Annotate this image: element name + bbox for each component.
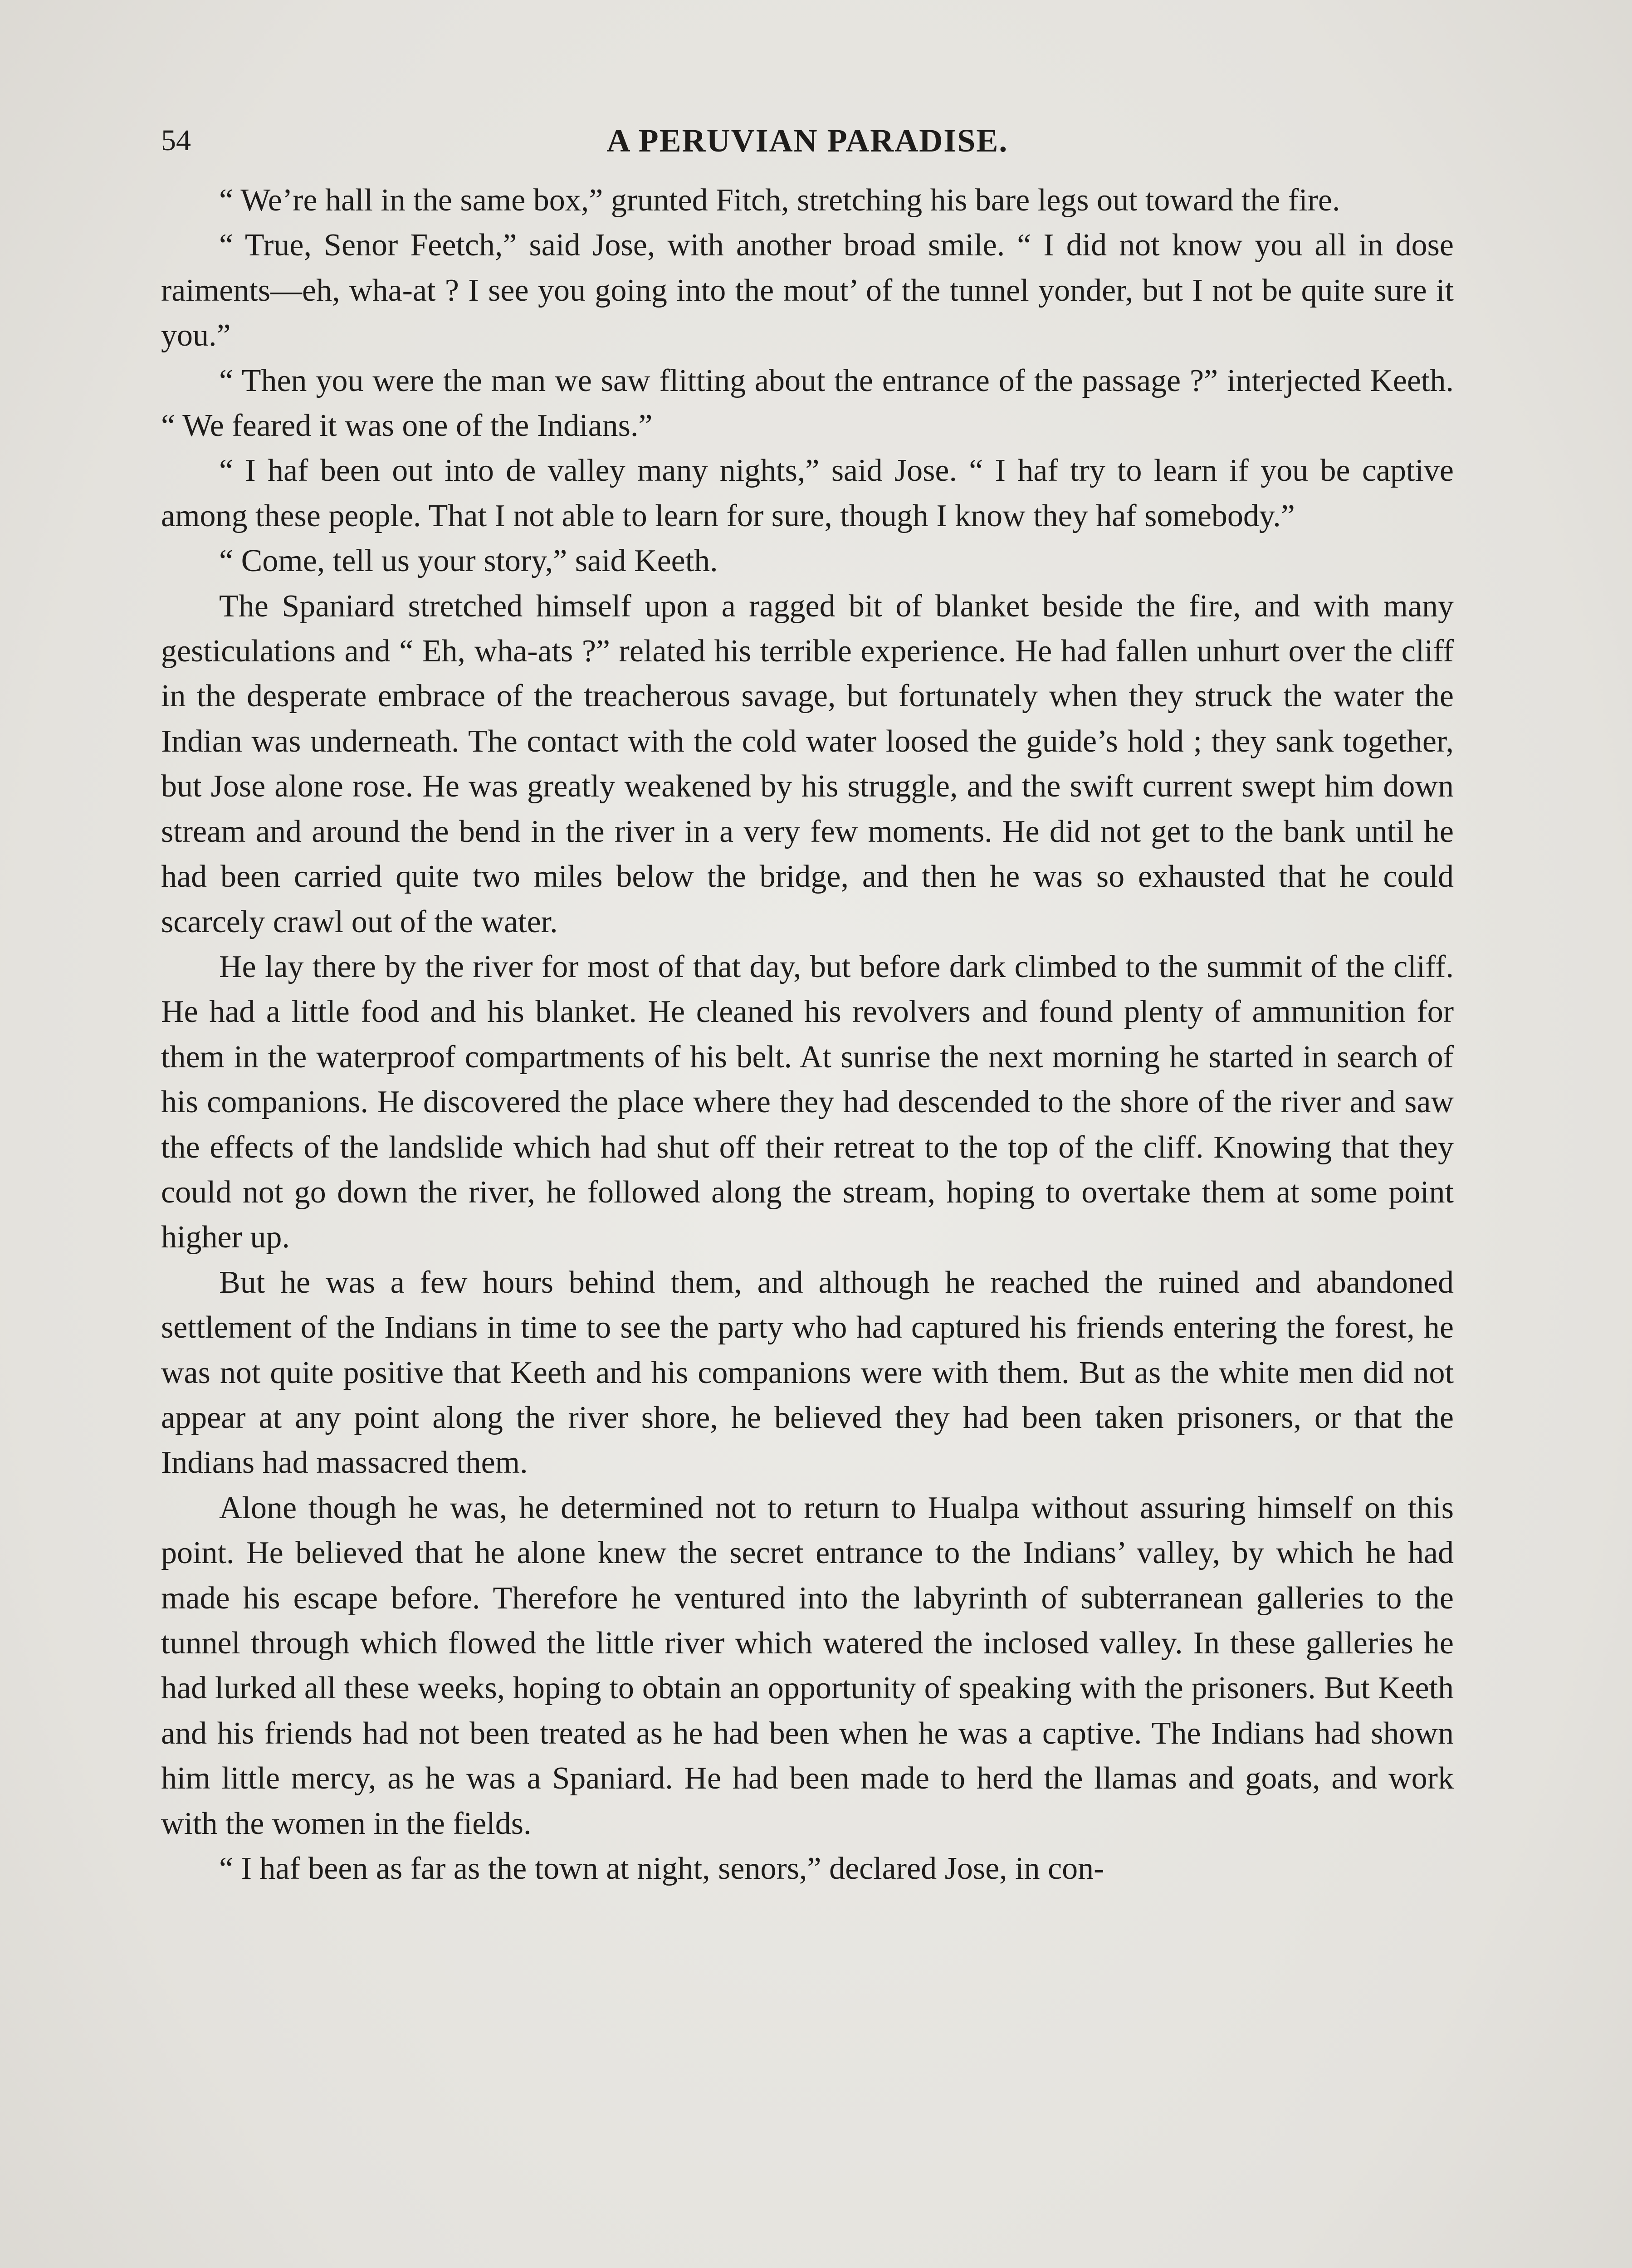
- paragraph: “ True, Senor Feetch,” said Jose, with another broad smile. “ I did not know you all in dose raiments—eh, wha-at ? I see you going into the mout’ of the tunnel yonder, but I not be quite sure it you.”: [161, 228, 1454, 353]
- paragraph: “ We’re hall in the same box,” grunted Fitch, stretching his bare legs out toward the fire.: [219, 183, 1340, 218]
- paragraph: “ I haf been as far as the town at night, senors,” declared Jose, in con-: [219, 1851, 1104, 1887]
- paragraph: The Spaniard stretched himself upon a ragged bit of blanket beside the fire, and with many gesticulations and “ Eh, wha-ats ?” related his terrible experience. He had fallen unhurt over the cliff in the desperate embrace of the treacherous savage, but fortunately when they struck the water the Indian was underneath. The contact with the cold water loosed the guide’s hold ; they sank together, but Jose alone rose. He was greatly weakened by his struggle, and the swift current swept him down stream and around the bend in the river in a very few moments. He did not get to the bank until he had been carried quite two miles below the bridge, and then he was so exhausted that he could scarcely crawl out of the water.: [161, 588, 1454, 939]
- paragraph: “ Come, tell us your story,” said Keeth.: [219, 543, 718, 579]
- paragraph: Alone though he was, he determined not to return to Hualpa without assuring himself on this point. He believed that he alone knew the secret entrance to the Indians’ valley, by which he had made his escape before. Therefore he ventured into the labyrinth of subterranean galleries to the tunnel through which flowed the little river which watered the inclosed valley. In these galleries he had lurked all these weeks, hoping to obtain an opportunity of speaking with the prisoners. But Keeth and his friends had not been treated as he had been when he was a captive. The Indians had shown him little mercy, as he was a Spaniard. He had been made to herd the llamas and goats, and work with the women in the fields.: [161, 1490, 1454, 1841]
- page-header: [161, 116, 1454, 166]
- paragraph: He lay there by the river for most of that day, but before dark climbed to the summit of the cliff. He had a little food and his blanket. He cleaned his revolvers and found plenty of ammunition for them in the waterproof compartments of his belt. At sunrise the next morning he started in search of his companions. He discovered the place where they had descended to the shore of the river and saw the effects of the landslide which had shut off their retreat to the top of the cliff. Knowing that they could not go down the river, he followed along the stream, hoping to overtake them at some point higher up.: [161, 949, 1454, 1255]
- running-title: A PERUVIAN PARADISE.: [606, 122, 1008, 159]
- paragraph: “ I haf been out into de valley many nights,” said Jose. “ I haf try to learn if you be captive among these people. That I not able to learn for sure, though I know they haf somebody.”: [161, 453, 1454, 533]
- paragraph: “ Then you were the man we saw flitting about the entrance of the passage ?” interjected Keeth. “ We feared it was one of the Indians.”: [161, 363, 1454, 444]
- page-number: 54: [161, 124, 191, 157]
- body-text: [161, 178, 1454, 1891]
- paragraph: But he was a few hours behind them, and although he reached the ruined and abandoned settlement of the Indians in time to see the party who had captured his friends entering the forest, he was not quite positive that Keeth and his companions were with them. But as the white men did not appear at any point along the river shore, he believed they had been taken prisoners, or that the Indians had massacred them.: [161, 1265, 1454, 1481]
